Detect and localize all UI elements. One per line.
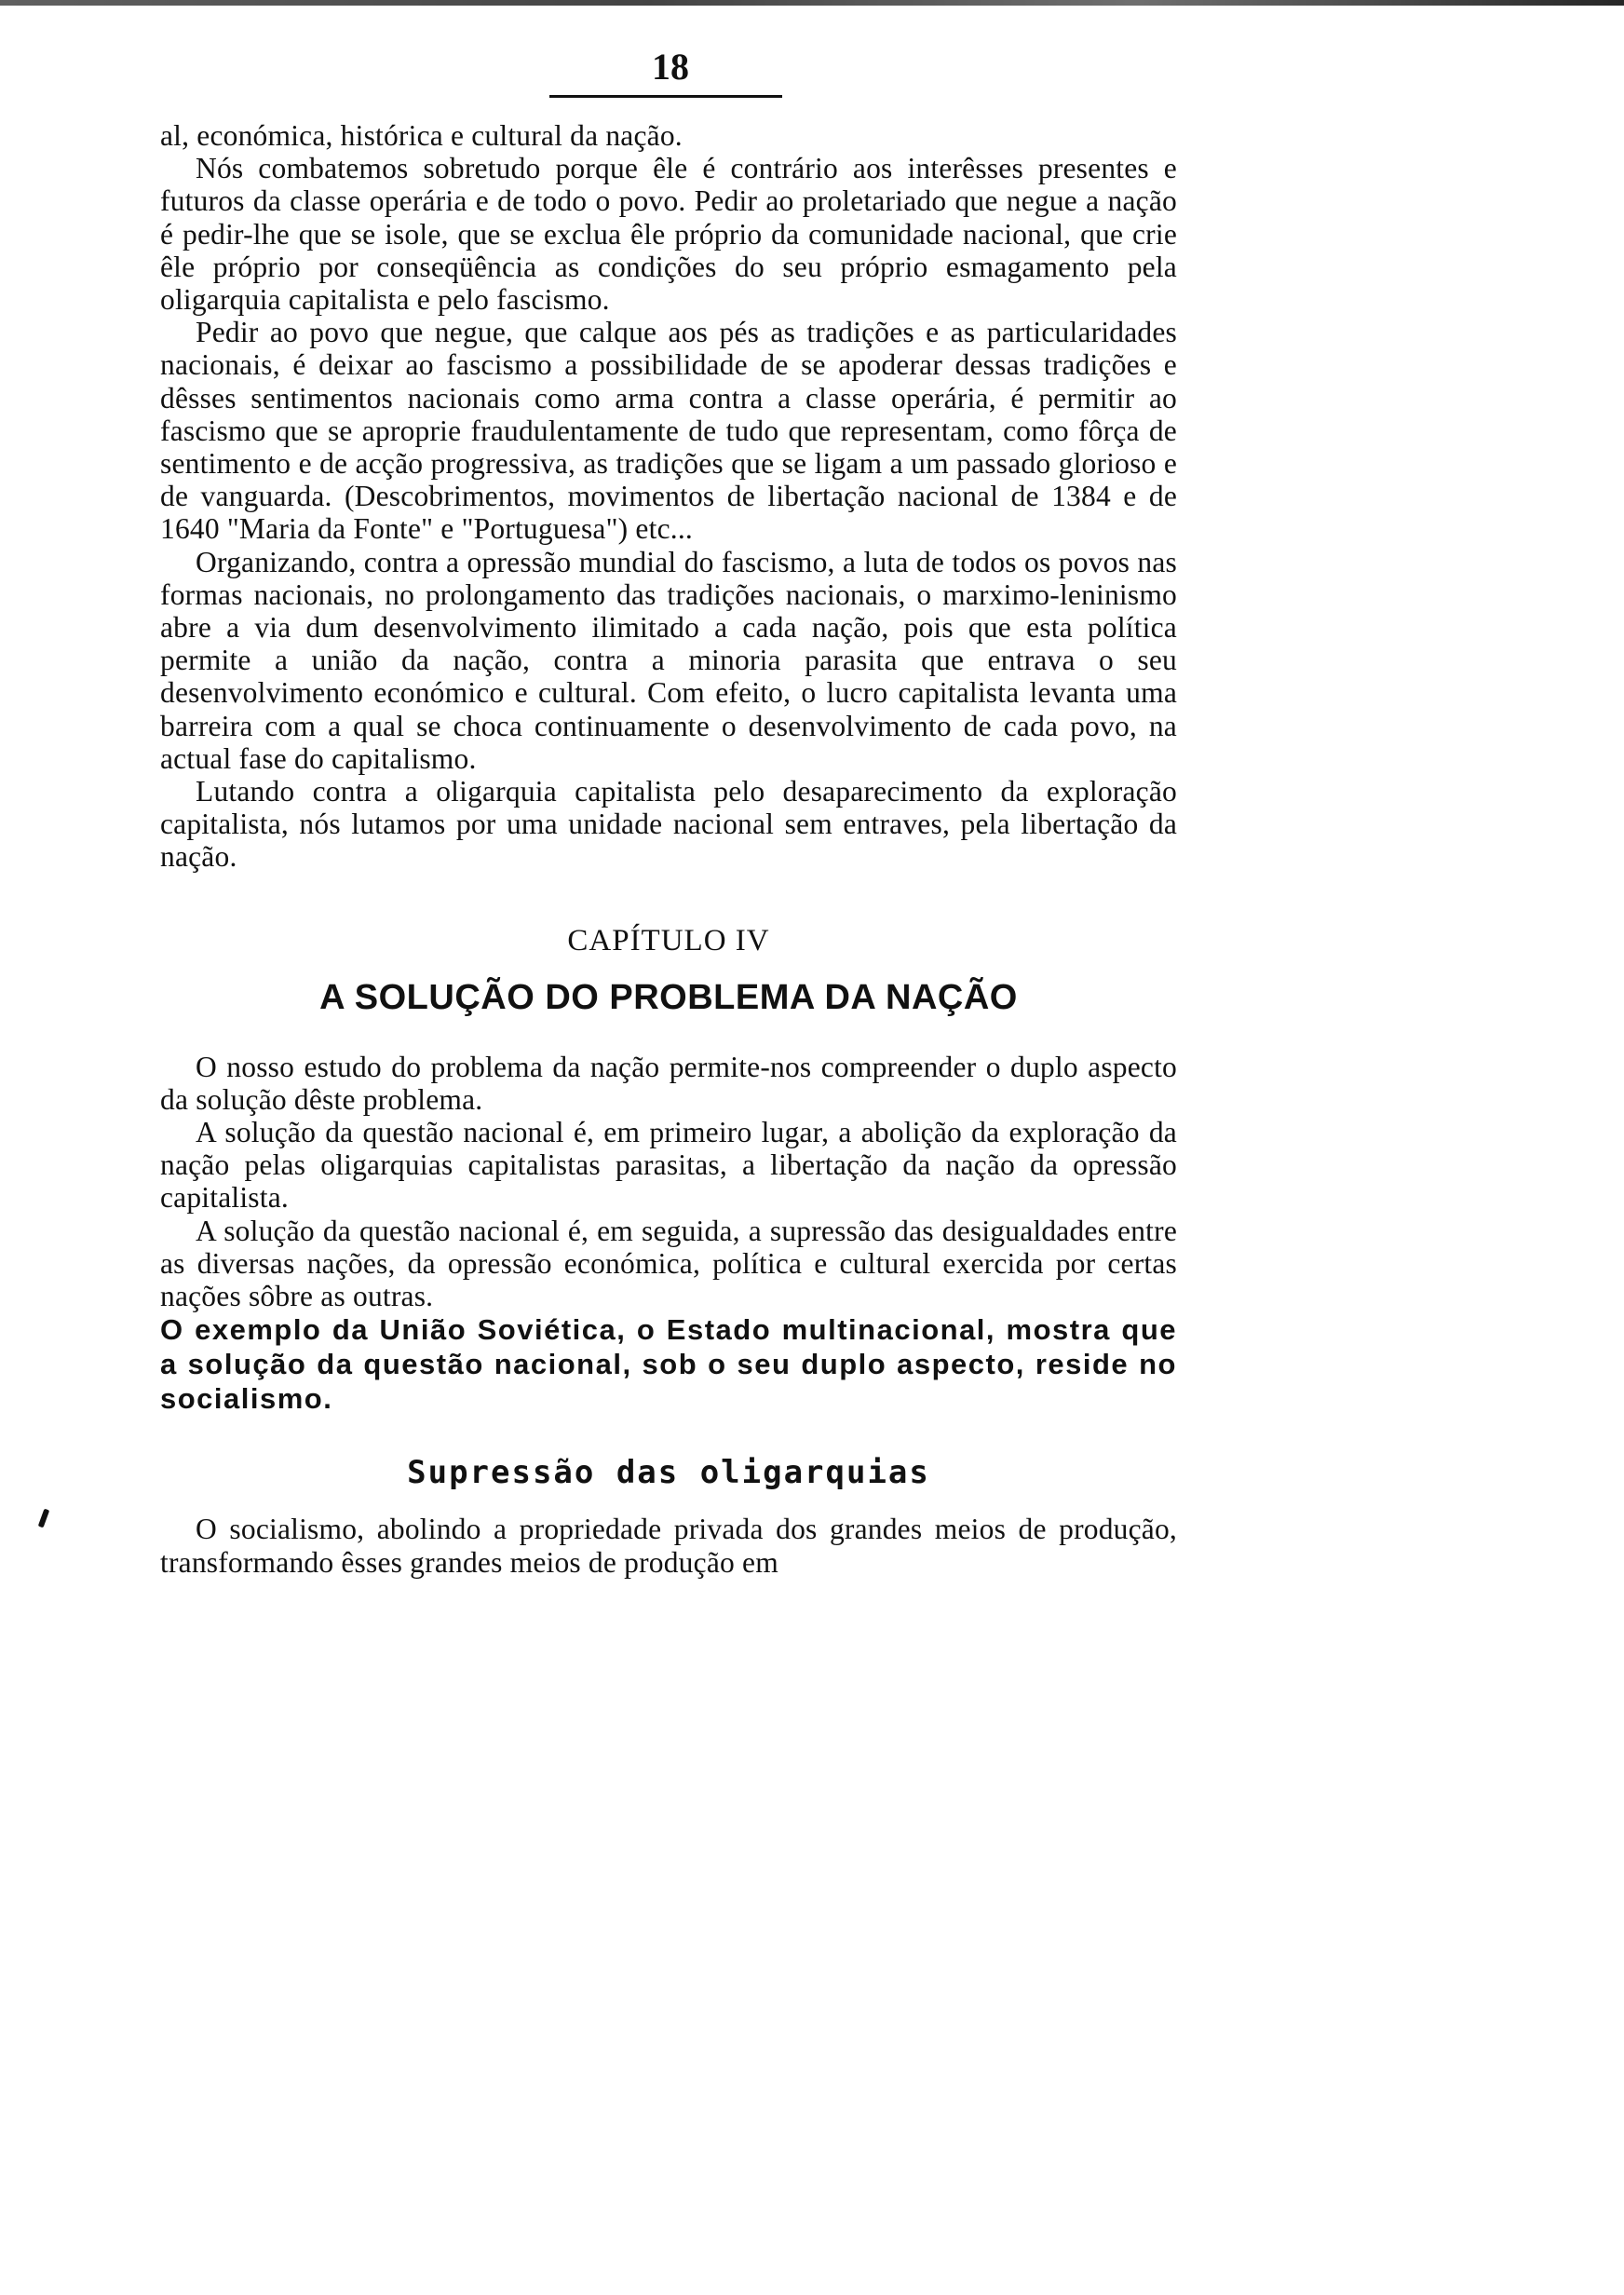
- section-heading: Supressão das oligarquias: [407, 1454, 930, 1492]
- body-paragraph: Organizando, contra a opressão mundial do fascismo, a luta de todos os povos nas formas nacionais, no prolongamento das tradições nacionais, o marximo-leninismo abre a via dum desenvolvimento ilimitado a cada nação, pois que esta política permite a união da nação, contra a minoria parasita que entrava o seu desenvolvimento económico e cultural. Com efeito, o lucro capitalista levanta uma barreira com a qual se choca continuamente o desenvolvimento de cada povo, na actual fase do capitalismo.: [160, 545, 1177, 775]
- page-number: 18: [652, 46, 689, 88]
- chapter-title: A SOLUÇÃO DO PROBLEMA DA NAÇÃO: [319, 977, 1018, 1017]
- page-body: [160, 119, 1177, 1579]
- section-paragraph: O socialismo, abolindo a propriedade privada dos grandes meios de produção, transformando êsses grandes meios de produção em: [160, 1513, 1177, 1579]
- page-number-underline: [549, 95, 782, 98]
- body-paragraph: Nós combatemos sobretudo porque êle é contrário aos interêsses presentes e futuros da classe operária e de todo o povo. Pedir ao proletariado que negue a nação é pedir-lhe que se isole, que se exclua êle próprio da comunidade nacional, que crie êle próprio por conseqüência as condições do seu próprio esmagamento pela oligarquia capitalista e pelo fascismo.: [160, 152, 1177, 317]
- top-edge-rule: [0, 0, 1624, 6]
- body-paragraph: Lutando contra a oligarquia capitalista pelo desaparecimento da exploração capitalista, nós lutamos por uma unidade nacional sem entraves, pela libertação da nação.: [160, 775, 1177, 874]
- chapter-paragraph: A solução da questão nacional é, em primeiro lugar, a abolição da exploração da nação pelas oligarquias capitalistas parasitas, a libertação da nação da opressão capitalista.: [160, 1116, 1177, 1215]
- chapter-label: CAPÍTULO IV: [567, 923, 770, 957]
- chapter-paragraph: O nosso estudo do problema da nação permite-nos compreender o duplo aspecto da solução dêste problema.: [160, 1050, 1177, 1116]
- emphasis-paragraph: O exemplo da União Soviética, o Estado multinacional, mostra que a solução da questão nacional, sob o seu duplo aspecto, reside no socialismo.: [160, 1313, 1177, 1416]
- chapter-paragraph: A solução da questão nacional é, em seguida, a supressão das desigualdades entre as diversas nações, da opressão económica, política e cultural exercida por certas nações sôbre as outras.: [160, 1214, 1177, 1313]
- margin-mark: [38, 1509, 49, 1528]
- continued-paragraph: al, económica, histórica e cultural da nação.: [160, 119, 683, 152]
- body-paragraph: Pedir ao povo que negue, que calque aos pés as tradições e as particularidades nacionais, é deixar ao fascismo a possibilidade de se apoderar dessas tradições e dêsses sentimentos nacionais como arma contra a classe operária, é permitir ao fascismo que se aproprie fraudulentamente de tudo que representam, como fôrça de sentimento e de acção progressiva, as tradições que se ligam a um passado glorioso e de vanguarda. (Descobrimentos, movimentos de libertação nacional de 1384 e de 1640 "Maria da Fonte" e "Portuguesa") etc...: [160, 316, 1177, 546]
